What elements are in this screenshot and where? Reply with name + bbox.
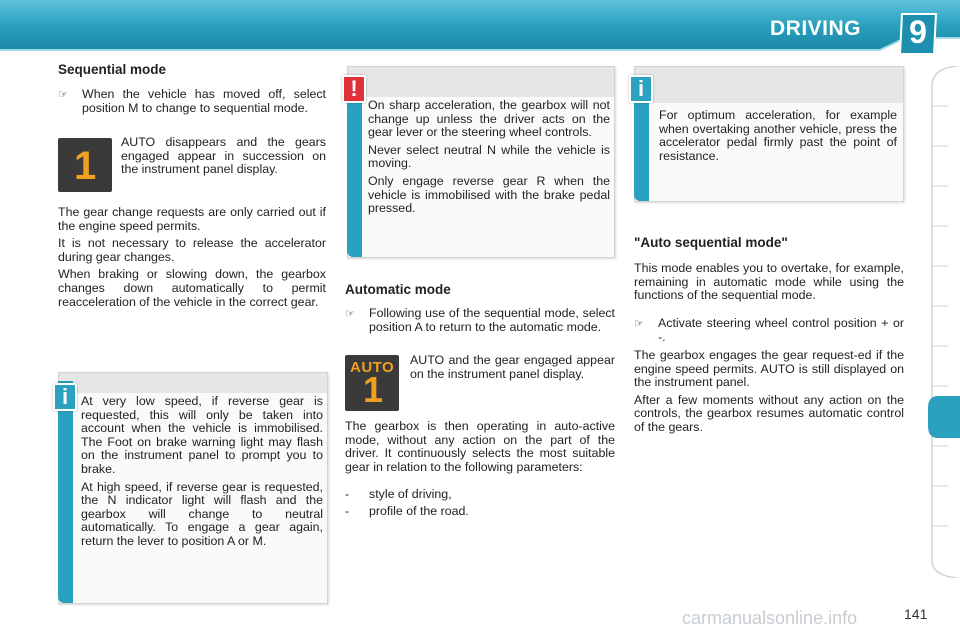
- info-icon: [629, 75, 653, 103]
- pointer-icon: ☞: [345, 307, 355, 320]
- bullet-automatic-select: [345, 307, 615, 334]
- info-box2-text: For optimum acceleration, for example when overtaking another vehicle, press the accelerator pedal firmly past the point of resistance.: [659, 108, 897, 163]
- active-chapter-tab[interactable]: [928, 396, 960, 438]
- col1-p2: It is not necessary to release the accelerator during gear changes.: [58, 236, 326, 264]
- auto-engaged-text: AUTO and the gear engaged appear on the instrument panel display.: [410, 353, 615, 381]
- param-style-of-driving: - style of driving,: [345, 487, 452, 501]
- pointer-icon: ☞: [58, 88, 68, 101]
- info-box1-text: [81, 395, 323, 553]
- chapter-number: 9: [909, 14, 927, 50]
- box-header-band: [59, 373, 327, 393]
- warning-p2: Never select neutral N while the vehicle is moving.: [368, 142, 610, 171]
- info-box1-p2: At high speed, if reverse gear is requested, the N indicator light will flash and the gearbox will change to neutral automatically. To engage a gear again, return the lever to position A or M.: [81, 479, 323, 548]
- info-box1-p1: At very low speed, if reverse gear is requested, this will only be taken into account when the vehicle is immobilised. The Foot on brake warning light may flash on the instrument panel to prompt you to brake.: [81, 394, 323, 476]
- info-icon: [53, 383, 77, 411]
- col1-p1: The gear change requests are only carried out if the engine speed permits.: [58, 205, 326, 233]
- auto-gear-number: 1: [363, 369, 384, 410]
- heading-automatic-mode: Automatic mode: [345, 282, 451, 297]
- dash-text: profile of the road.: [369, 504, 469, 518]
- auto-disappears-text: AUTO disappears and the gears engaged appear in succession on the instrument panel display.: [121, 135, 326, 177]
- box-accent-bar: [58, 381, 73, 603]
- page-header: [0, 0, 960, 56]
- page-number: 141: [904, 606, 928, 622]
- warning-box-text: [368, 99, 610, 220]
- auto-label: AUTO: [350, 359, 395, 376]
- chapter-tabs: [928, 66, 960, 578]
- bullet-steering-control: [634, 317, 904, 344]
- gear-display-image: [58, 138, 112, 192]
- info-glyph: i: [61, 384, 69, 409]
- warning-icon: [342, 75, 366, 103]
- col2-p1: The gearbox is then operating in auto-active mode, without any action on the part of the driver. It continuously selects the most suitable gear in relation to the following parameters:: [345, 419, 615, 474]
- param-profile-of-road: - profile of the road.: [345, 504, 469, 518]
- warning-glyph: !: [350, 76, 358, 101]
- col3-p1: This mode enables you to overtake, for example, remaining in automatic mode while using the functions of the sequential mode.: [634, 261, 904, 303]
- bullet-text: Activate steering wheel control position + or -.: [658, 316, 904, 344]
- info-box-reverse-gear: [58, 372, 328, 604]
- bullet-text: When the vehicle has moved off, select position M to change to sequential mode.: [82, 87, 326, 115]
- auto-gear-display-image: [345, 355, 399, 411]
- col1-paragraphs: [58, 206, 326, 313]
- gear-display-number: 1: [74, 144, 97, 188]
- box-header-band: [635, 67, 903, 103]
- chapter-number-wrap: [896, 12, 940, 56]
- chapter-title: DRIVING: [770, 17, 862, 40]
- info-glyph: i: [637, 76, 645, 101]
- col3-paragraphs: [634, 349, 904, 439]
- warning-p3: Only engage reverse gear R when the vehicle is immobilised with the brake pedal pressed.: [368, 173, 610, 216]
- bullet-text: Following use of the sequential mode, select position A to return to the automatic mode.: [369, 306, 615, 334]
- bullet-sequential-select: [58, 88, 326, 115]
- pointer-icon: ☞: [634, 317, 644, 330]
- dash-text: style of driving,: [369, 487, 452, 501]
- col3-p2: The gearbox engages the gear request-ed if the engine speed permits. AUTO is still displayed on the instrument panel.: [634, 348, 904, 390]
- info-box-acceleration: [634, 66, 904, 202]
- heading-sequential-mode: Sequential mode: [58, 62, 167, 77]
- heading-auto-sequential-mode: "Auto sequential mode": [634, 235, 788, 250]
- warning-box: [347, 66, 615, 258]
- col3-p3: After a few moments without any action on the controls, the gearbox resumes automatic control of the gears.: [634, 392, 904, 434]
- col1-p3: When braking or slowing down, the gearbox changes down automatically to permit reacceleration of the vehicle in the correct gear.: [58, 267, 326, 309]
- watermark: carmanualsonline.info: [682, 608, 858, 628]
- warning-p1: On sharp acceleration, the gearbox will not change up unless the driver acts on the gear lever or the steering wheel controls.: [368, 98, 610, 140]
- box-header-band: [348, 67, 614, 97]
